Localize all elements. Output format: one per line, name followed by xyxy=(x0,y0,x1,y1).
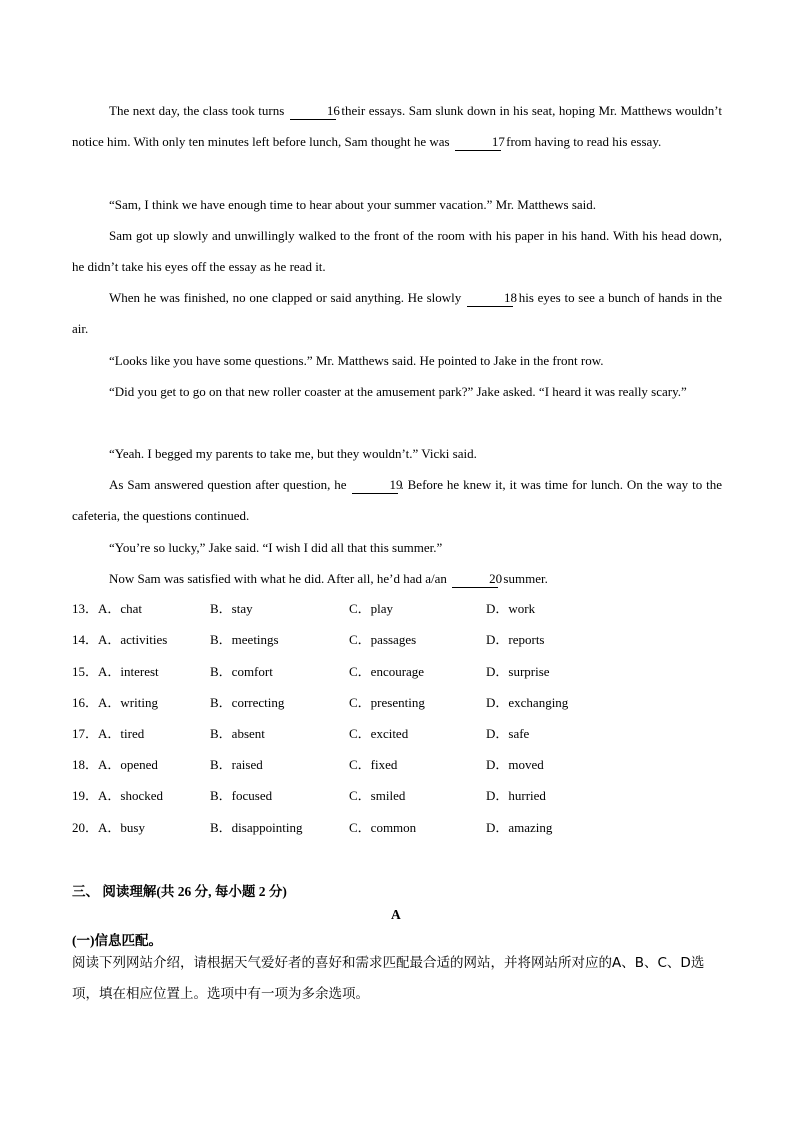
paragraph-8 xyxy=(72,469,722,531)
option-c: C．common xyxy=(349,820,417,835)
blank-20: 20 xyxy=(452,571,498,588)
option-row-15 xyxy=(72,662,722,682)
text: summer. xyxy=(503,571,548,586)
option-d: D．surprise xyxy=(486,664,550,679)
option-c: C．excited xyxy=(349,726,409,741)
text: Now Sam was satisfied with what he did. After all, he’d had a/an xyxy=(109,571,447,586)
option-row-14 xyxy=(72,630,722,650)
option-b: B．raised xyxy=(210,757,263,772)
option-d: D．safe xyxy=(486,726,530,741)
text: their essays. Sam slunk down in his seat, hoping Mr. Matthews wouldn’t notice him. With only ten minutes left before lunch, Sam thought he was xyxy=(72,103,722,149)
option-d: D．reports xyxy=(486,632,545,647)
blank-18: 18 xyxy=(467,290,513,307)
subsection-title: (一)信息匹配。 xyxy=(72,933,162,948)
option-a: 18．A．opened xyxy=(72,757,158,772)
option-a: 20．A．busy xyxy=(72,820,145,835)
option-row-19 xyxy=(72,786,722,806)
option-row-20 xyxy=(72,818,722,838)
option-b: B．meetings xyxy=(210,632,279,647)
option-a: 19．A．shocked xyxy=(72,788,163,803)
blank-19: 19 xyxy=(352,477,398,494)
blank-16: 16 xyxy=(290,103,336,120)
text: from having to read his essay. xyxy=(506,134,662,149)
option-b: B．focused xyxy=(210,788,273,803)
paragraph-4 xyxy=(72,282,722,344)
text: . Before he knew it, it was time for lunch. On the way to the cafeteria, the questions continued. xyxy=(72,477,722,523)
option-b: B．absent xyxy=(210,726,265,741)
text: When he was finished, no one clapped or said anything. He slowly xyxy=(109,290,462,305)
text: The next day, the class took turns xyxy=(109,103,285,118)
paragraph-7: “Yeah. I begged my parents to take me, but they wouldn’t.” Vicki said. xyxy=(109,446,477,461)
option-d: D．amazing xyxy=(486,820,553,835)
paragraph-10 xyxy=(72,563,722,594)
option-a: 14．A．activities xyxy=(72,632,168,647)
option-a: 16．A．writing xyxy=(72,695,158,710)
part-label: A xyxy=(391,907,401,922)
option-c: C．presenting xyxy=(349,695,425,710)
paragraph-5: “Looks like you have some questions.” Mr. Matthews said. He pointed to Jake in the front row. xyxy=(109,353,604,368)
option-c: C．smiled xyxy=(349,788,406,803)
instruction-text: 阅读下列网站介绍，请根据天气爱好者的喜好和需求匹配最合适的网站，并将网站所对应的A、B、C、D选项，填在相应位置上。选项中有一项为多余选项。 xyxy=(72,955,705,1002)
option-b: B．correcting xyxy=(210,695,285,710)
option-c: C．fixed xyxy=(349,757,398,772)
option-row-13 xyxy=(72,599,722,619)
paragraph-6: “Did you get to go on that new roller coaster at the amusement park?” Jake asked. “I heard it was really scary.” xyxy=(109,384,687,399)
option-c: C．play xyxy=(349,601,394,616)
paragraph-9: “You’re so lucky,” Jake said. “I wish I did all that this summer.” xyxy=(109,540,443,555)
option-a: 17．A．tired xyxy=(72,726,145,741)
text: As Sam answered question after question, he xyxy=(109,477,347,492)
option-d: D．work xyxy=(486,601,536,616)
option-row-18 xyxy=(72,755,722,775)
option-d: D．hurried xyxy=(486,788,546,803)
option-a: 13．A．chat xyxy=(72,601,143,616)
option-d: D．moved xyxy=(486,757,544,772)
option-b: B．comfort xyxy=(210,664,273,679)
option-a: 15．A．interest xyxy=(72,664,159,679)
blank-17: 17 xyxy=(455,134,501,151)
option-b: B．disappointing xyxy=(210,820,303,835)
paragraph-1 xyxy=(72,95,722,157)
paragraph-2: “Sam, I think we have enough time to hear about your summer vacation.” Mr. Matthews said. xyxy=(109,197,597,212)
option-c: C．passages xyxy=(349,632,417,647)
option-b: B．stay xyxy=(210,601,253,616)
section-title: 三、 阅读理解(共 26 分, 每小题 2 分) xyxy=(72,884,287,899)
paragraph-3: Sam got up slowly and unwillingly walked to the front of the room with his paper in his hand. With his head down, he didn’t take his eyes off the essay as he read it. xyxy=(72,228,722,274)
option-c: C．encourage xyxy=(349,664,425,679)
option-d: D．exchanging xyxy=(486,695,569,710)
text: his eyes to see a bunch of hands in the air. xyxy=(72,290,722,336)
option-row-17 xyxy=(72,724,722,744)
option-row-16 xyxy=(72,693,722,713)
